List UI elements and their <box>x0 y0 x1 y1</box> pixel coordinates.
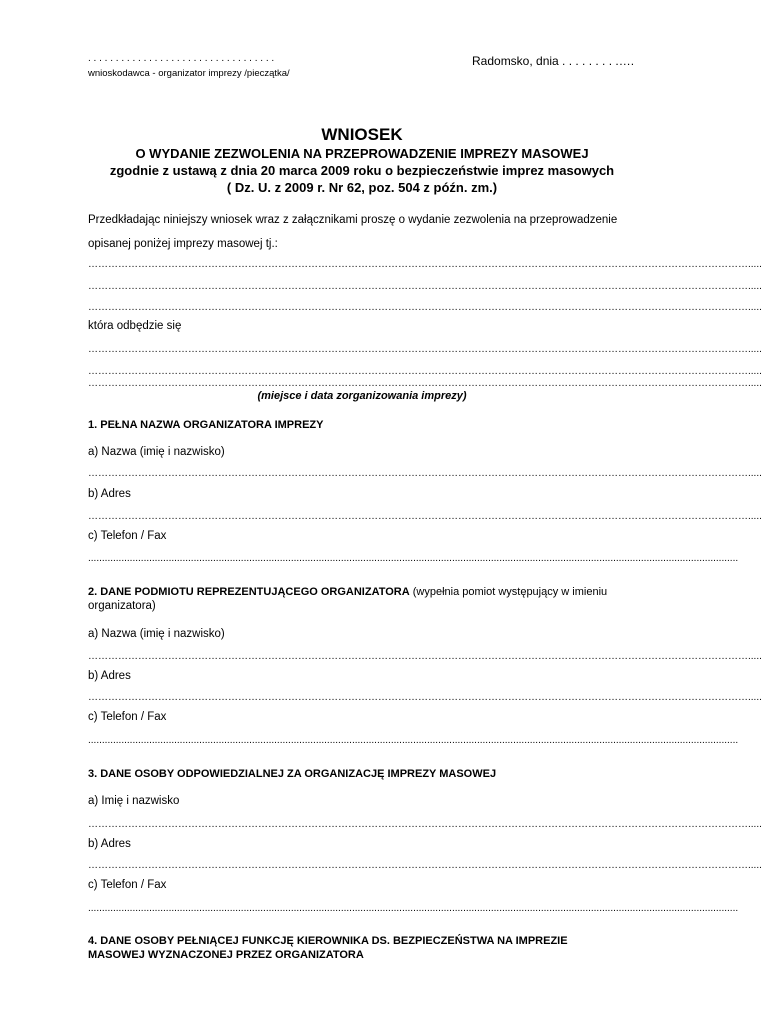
document-subtitle-1: O WYDANIE ZEZWOLENIA NA PRZEPROWADZENIE IMPREZY MASOWEJ <box>135 146 589 161</box>
event-place-line-1[interactable]: ………………………………………………………………………………………………………………………………………………………………………………..... <box>88 344 762 355</box>
section-2-heading-note-2: organizatora) <box>88 600 156 612</box>
applicant-stamp-dots[interactable]: . . . . . . . . . . . . . . . . . . . . . . . . . . . . . . . . . . <box>88 53 275 64</box>
s1-phone-field[interactable]: .......................................................................................................................................................................................................................................... <box>88 553 739 564</box>
document-subtitle-2: zgodnie z ustawą z dnia 20 marca 2009 roku o bezpieczeństwie imprez masowych <box>109 163 615 178</box>
event-place-line-3[interactable]: ………………………………………………………………………………………………………………………………………………………………………………..... <box>88 378 762 389</box>
event-description-line-1[interactable]: ………………………………………………………………………………………………………………………………………………………………………………..... <box>88 259 762 270</box>
event-takes-place-label: która odbędzie się <box>88 320 182 332</box>
intro-text-1: Przedkładając niniejszy wniosek wraz z załącznikami proszę o wydanie zezwolenia na przeprowadzenie <box>88 214 618 226</box>
section-2-heading-title: 2. DANE PODMIOTU REPREZENTUJĄCEGO ORGANIZATORA <box>88 586 410 598</box>
s3-phone-field[interactable]: .......................................................................................................................................................................................................................................... <box>88 903 739 914</box>
s3-address-label: b) Adres <box>88 838 131 850</box>
place-date-caption: (miejsce i data zorganizowania imprezy) <box>257 390 467 402</box>
s1-address-label: b) Adres <box>88 488 131 500</box>
section-1-heading: 1. PEŁNA NAZWA ORGANIZATORA IMPREZY <box>88 419 324 431</box>
event-description-line-3[interactable]: ………………………………………………………………………………………………………………………………………………………………………………..... <box>88 302 762 313</box>
intro-text-2: opisanej poniżej imprezy masowej tj.: <box>88 238 278 250</box>
s2-phone-label: c) Telefon / Fax <box>88 711 167 723</box>
section-2-heading <box>88 586 607 598</box>
s2-name-field[interactable]: ………………………………………………………………………………………………………………………………………………………………………………..... <box>88 651 762 662</box>
event-place-line-2[interactable]: ………………………………………………………………………………………………………………………………………………………………………………..... <box>88 366 762 377</box>
s1-address-field[interactable]: ………………………………………………………………………………………………………………………………………………………………………………..... <box>88 511 762 522</box>
section-3-heading: 3. DANE OSOBY ODPOWIEDZIALNEJ ZA ORGANIZACJĘ IMPREZY MASOWEJ <box>88 768 497 780</box>
s2-phone-field[interactable]: .......................................................................................................................................................................................................................................... <box>88 735 739 746</box>
section-4-heading-1: 4. DANE OSOBY PEŁNIĄCEJ FUNKCJĘ KIEROWNIKA DS. BEZPIECZEŃSTWA NA IMPREZIE <box>88 935 568 947</box>
s2-name-label: a) Nazwa (imię i nazwisko) <box>88 628 225 640</box>
section-4-heading-2: MASOWEJ WYZNACZONEJ PRZEZ ORGANIZATORA <box>88 949 364 961</box>
event-description-line-2[interactable]: ………………………………………………………………………………………………………………………………………………………………………………..... <box>88 281 762 292</box>
s1-name-field[interactable]: ………………………………………………………………………………………………………………………………………………………………………………..... <box>88 468 762 479</box>
section-2-heading-note: (wypełnia pomiot występujący w imieniu <box>409 586 608 598</box>
place-date-field[interactable]: Radomsko, dnia . . . . . . . . .…. <box>472 54 635 68</box>
s1-phone-label: c) Telefon / Fax <box>88 530 167 542</box>
s3-name-field[interactable]: ………………………………………………………………………………………………………………………………………………………………………………..... <box>88 819 762 830</box>
applicant-caption: wnioskodawca - organizator imprezy /pieczątka/ <box>88 68 290 79</box>
s3-phone-label: c) Telefon / Fax <box>88 879 167 891</box>
s1-name-label: a) Nazwa (imię i nazwisko) <box>88 446 225 458</box>
s2-address-field[interactable]: ………………………………………………………………………………………………………………………………………………………………………………..... <box>88 692 762 703</box>
s3-address-field[interactable]: ………………………………………………………………………………………………………………………………………………………………………………..... <box>88 860 762 871</box>
s2-address-label: b) Adres <box>88 670 131 682</box>
s3-name-label: a) Imię i nazwisko <box>88 795 180 807</box>
document-title: WNIOSEK <box>321 125 403 144</box>
document-subtitle-3: ( Dz. U. z 2009 r. Nr 62, poz. 504 z późn. zm.) <box>226 180 498 195</box>
